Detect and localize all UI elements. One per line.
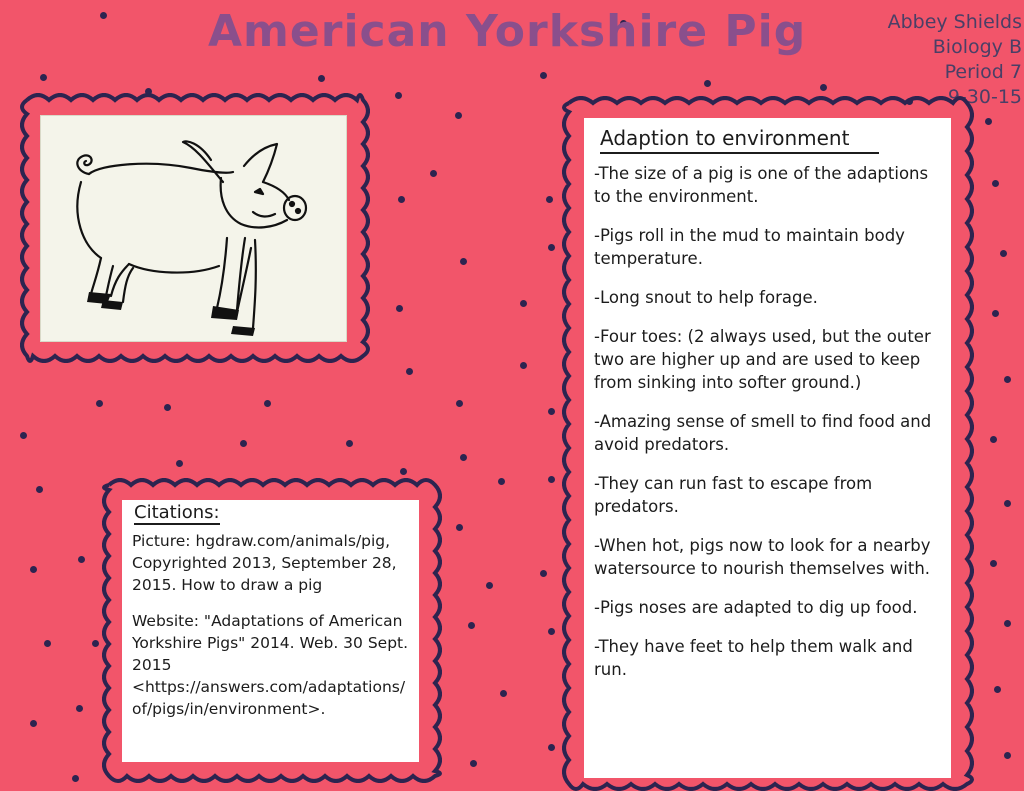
polka-dot	[820, 84, 827, 91]
list-item: -They can run fast to escape from predators.	[594, 474, 873, 516]
polka-dot	[36, 486, 43, 493]
polka-dot	[455, 112, 462, 119]
polka-dot	[460, 454, 467, 461]
polka-dot	[992, 180, 999, 187]
polka-dot	[1000, 250, 1007, 257]
polka-dot	[164, 404, 171, 411]
polka-dot	[990, 560, 997, 567]
student-date: 9-30-15	[947, 86, 1022, 108]
polka-dot	[994, 686, 1001, 693]
polka-dot	[240, 440, 247, 447]
picture-citation: Picture: hgdraw.com/animals/pig, Copyrighted 2013, September 28, 2015. How to draw a pig	[132, 532, 397, 594]
polka-dot	[546, 196, 553, 203]
polka-dot	[486, 582, 493, 589]
polka-dot	[346, 440, 353, 447]
list-item: -Four toes: (2 always used, but the outer two are higher up and are used to keep from sinking into softer ground.)	[594, 327, 931, 392]
pig-drawing	[41, 116, 346, 341]
list-item: -The size of a pig is one of the adaptions to the environment.	[594, 164, 929, 206]
poster-title: American Yorkshire Pig	[208, 6, 807, 57]
polka-dot	[318, 75, 325, 82]
polka-dot	[1004, 376, 1011, 383]
polka-dot	[548, 244, 555, 251]
polka-dot	[395, 92, 402, 99]
website-citation: Website: "Adaptations of American Yorkshire Pigs" 2014. Web. 30 Sept. 2015 <https://answers.com/adaptations/of/pigs/in/environment>.	[132, 612, 409, 718]
polka-dot	[100, 12, 107, 19]
list-item: -Pigs roll in the mud to maintain body temperature.	[594, 226, 905, 268]
polka-dot	[264, 400, 271, 407]
citations-card	[122, 500, 419, 762]
polka-dot	[992, 310, 999, 317]
list-item: -They have feet to help them walk and run.	[594, 637, 913, 679]
adaptations-heading: Adaption to environment	[600, 126, 879, 154]
polka-dot	[704, 80, 711, 87]
polka-dot	[548, 408, 555, 415]
polka-dot	[498, 478, 505, 485]
polka-dot	[456, 400, 463, 407]
polka-dot	[456, 524, 463, 531]
polka-dot	[76, 705, 83, 712]
polka-dot	[1004, 752, 1011, 759]
list-item: -Pigs noses are adapted to dig up food.	[594, 598, 918, 617]
polka-dot	[396, 305, 403, 312]
polka-dot	[520, 300, 527, 307]
student-class: Biology B	[932, 36, 1022, 58]
polka-dot	[548, 476, 555, 483]
polka-dot	[500, 690, 507, 697]
polka-dot	[540, 570, 547, 577]
polka-dot	[44, 640, 51, 647]
polka-dot	[430, 170, 437, 177]
citations-heading: Citations:	[134, 502, 220, 523]
list-item: -Long snout to help forage.	[594, 288, 818, 307]
polka-dot	[398, 196, 405, 203]
polka-dot	[92, 640, 99, 647]
polka-dot	[548, 744, 555, 751]
polka-dot	[460, 258, 467, 265]
student-period: Period 7	[944, 61, 1022, 83]
student-info	[836, 10, 1022, 110]
polka-dot	[520, 362, 527, 369]
citations-body	[132, 530, 414, 734]
polka-dot	[985, 118, 992, 125]
list-item: -When hot, pigs now to look for a nearby watersource to nourish themselves with.	[594, 536, 931, 578]
polka-dot	[468, 622, 475, 629]
list-item: -Amazing sense of smell to find food and avoid predators.	[594, 412, 932, 454]
picture-card	[40, 115, 347, 342]
student-name: Abbey Shields	[887, 11, 1022, 33]
polka-dot	[78, 556, 85, 563]
polka-dot	[30, 720, 37, 727]
adaptations-list	[594, 162, 944, 697]
polka-dot	[176, 460, 183, 467]
polka-dot	[40, 74, 47, 81]
polka-dot	[540, 72, 547, 79]
polka-dot	[72, 775, 79, 782]
polka-dot	[30, 566, 37, 573]
polka-dot	[470, 760, 477, 767]
polka-dot	[400, 468, 407, 475]
polka-dot	[20, 432, 27, 439]
polka-dot	[1004, 620, 1011, 627]
adaptations-card	[584, 118, 951, 778]
polka-dot	[96, 400, 103, 407]
polka-dot	[406, 368, 413, 375]
polka-dot	[990, 436, 997, 443]
polka-dot	[1004, 500, 1011, 507]
polka-dot	[548, 628, 555, 635]
